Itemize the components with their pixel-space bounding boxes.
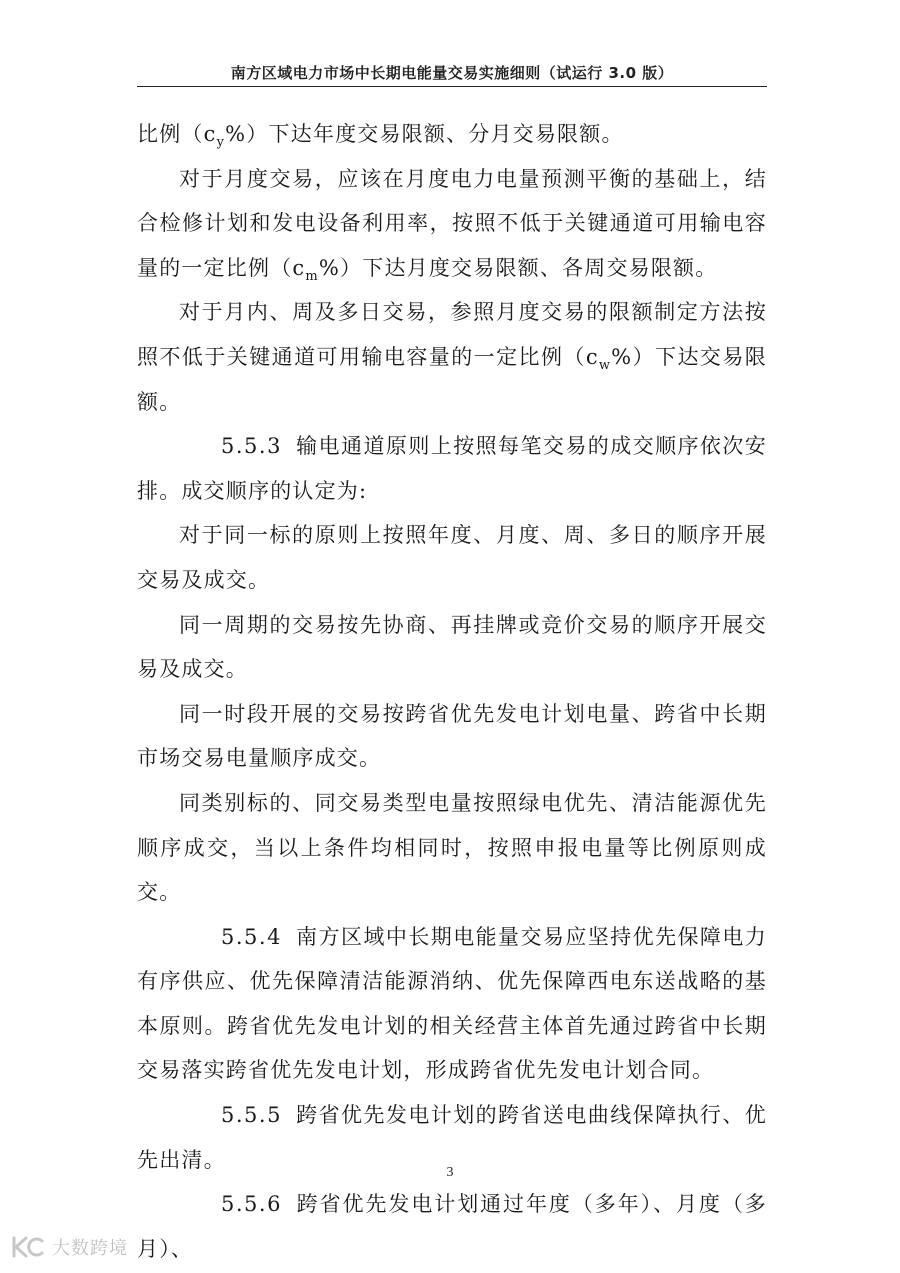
section-number: 5.5.3 (221, 434, 282, 459)
watermark-text: 大数跨境 (52, 1238, 128, 1259)
section-5-5-5: 5.5.5 跨省优先发电计划的跨省送电曲线保障执行、优先出清。 (137, 1093, 767, 1182)
paragraph-7: 同一时段开展的交易按跨省优先发电计划电量、跨省中长期市场交易电量顺序成交。 (137, 701, 767, 771)
paragraph-5: 对于同一标的原则上按照年度、月度、周、多日的顺序开展交易及成交。 (137, 523, 767, 592)
paragraph-1: 比例$(c_y\%)$下达年度交易限额、分月交易限额。 (137, 122, 624, 151)
section-5-5-3: 5.5.3 输电通道原则上按照每笔交易的成交顺序依次安排。成交顺序的认定为: (137, 424, 767, 513)
page-number: 3 (446, 1165, 454, 1180)
header-divider (137, 86, 767, 87)
paragraph-2: 对于月度交易，应该在月度电力电量预测平衡的基础上，结合检修计划和发电设备利用率，按照不低于关键通道可用输电容量的一定比例$(c_m\%)$下达月度交易限额、各周交易限额。 (137, 166, 767, 284)
section-number: 5.5.5 (221, 1103, 282, 1128)
section-5-5-4: 5.5.4 南方区域中长期电能量交易应坚持优先保障电力有序供应、优先保障清洁能源消纳、优先保障西电东送战略的基本原则。跨省优先发电计划的相关经营主体首先通过跨省中长期交易落实跨省优先发电计划，形成跨省优先发电计划合同。 (137, 915, 767, 1093)
section-number: 5.5.6 (221, 1192, 282, 1217)
paragraph-6: 同一周期的交易按先协商、再挂牌或竞价交易的顺序开展交易及成交。 (137, 612, 767, 682)
document-body (137, 112, 767, 1271)
section-5-5-6: 5.5.6 跨省优先发电计划通过年度（多年）、月度（多月）、 (137, 1182, 767, 1271)
paragraph-3: 对于月内、周及多日交易，参照月度交易的限额制定方法按照不低于关键通道可用输电容量的一定比例$(c_w\%)$下达交易限额。 (137, 300, 767, 414)
page-header-title: 南方区域电力市场中长期电能量交易实施细则（试运行 3.0 版） (230, 64, 674, 82)
section-number: 5.5.4 (221, 924, 282, 949)
paragraph-8: 同类别标的、同交易类型电量按照绿电优先、清洁能源优先顺序成交，当以上条件均相同时，按照申报电量等比例原则成交。 (137, 790, 767, 905)
watermark (10, 1232, 128, 1262)
kc-logo-icon (10, 1234, 46, 1260)
